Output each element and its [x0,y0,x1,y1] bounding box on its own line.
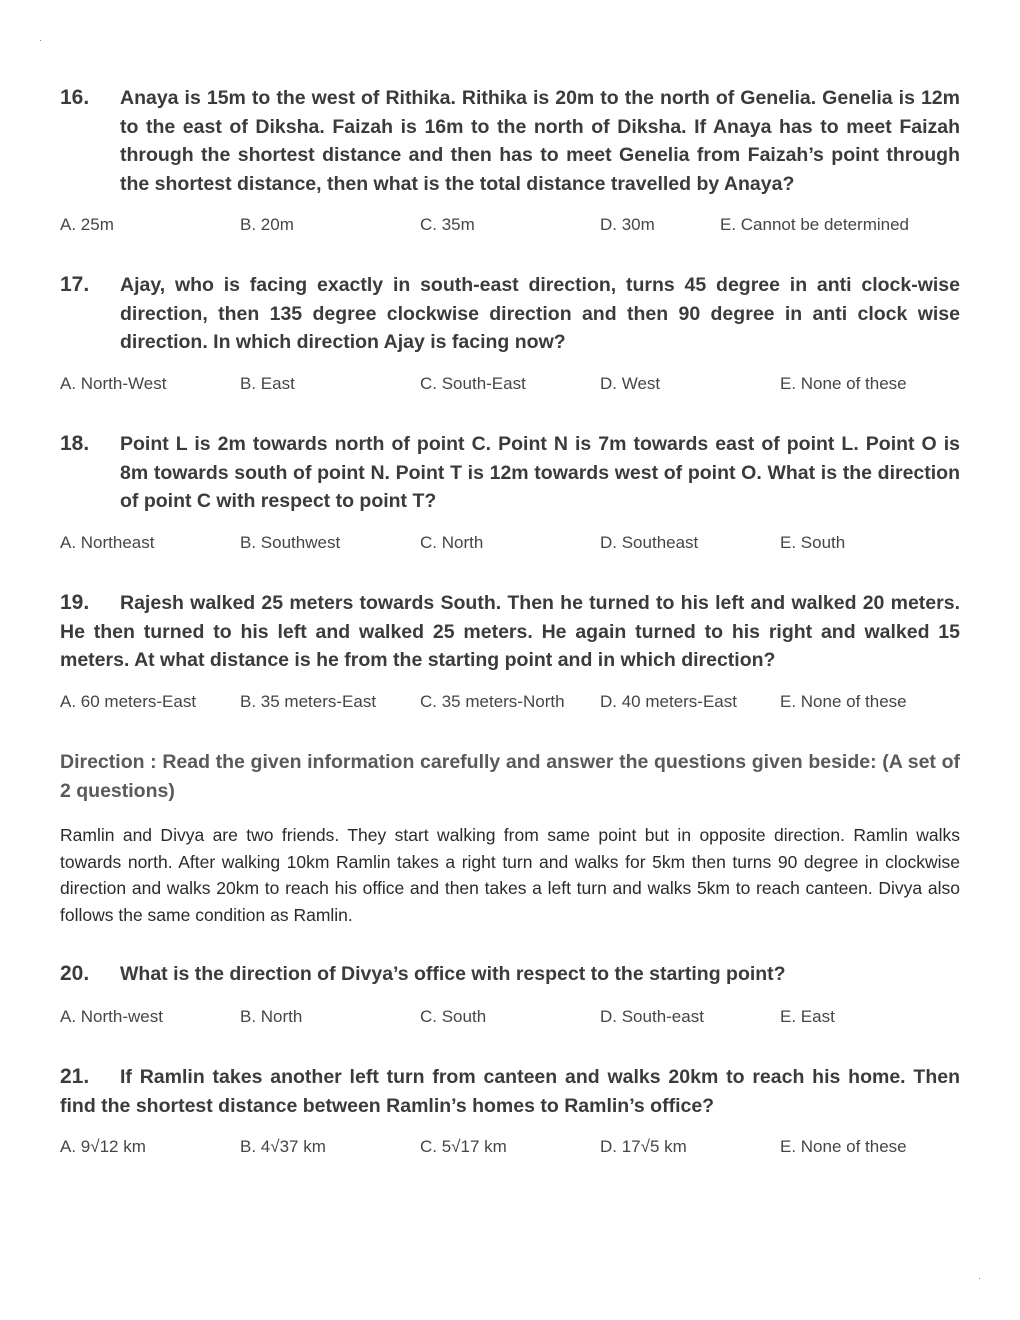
option-c[interactable]: C. 35 meters-North [420,692,565,711]
options-19 [60,692,960,716]
option-c[interactable]: C. South [420,1007,487,1026]
option-c[interactable]: C. North [420,533,484,552]
option-a[interactable]: A. 60 meters-East [60,692,197,711]
option-c[interactable]: C. South-East [420,374,526,393]
question-number: 20. [60,962,90,985]
scan-speck [979,1278,980,1279]
question-text: Point L is 2m towards north of point C. Point N is 7m towards east of point L. Point O is 8m towards south of point N. Point T is 12m towards west of point O. What is the direction of point C with respect to point T? [120,433,960,512]
option-b[interactable]: B. 35 meters-East [240,692,377,711]
options-17 [60,374,960,398]
option-b[interactable]: B. Southwest [240,533,341,552]
direction-heading: Direction : Read the given information carefully and answer the questions given beside: (A set of 2 questions) [60,751,960,802]
question-text: If Ramlin takes another left turn from canteen and walks 20km to reach his home. Then find the shortest distance between Ramlin’s homes to Ramlin’s office? [60,1066,960,1117]
option-d[interactable]: D. 30m [600,215,655,234]
question-number: 17. [60,273,90,296]
options-21 [60,1137,960,1161]
options-18 [60,533,960,557]
option-b[interactable]: B. 20m [240,215,294,234]
option-b[interactable]: B. East [240,374,295,393]
question-text: Rajesh walked 25 meters towards South. Then he turned to his left and walked 20 meters. He then turned to his left and walked 25 meters. He again turned to his right and walked 15 meters. At what distance is he from the starting point and in which direction? [60,592,960,671]
options-16 [60,215,960,239]
option-a[interactable]: A. Northeast [60,533,155,552]
option-a[interactable]: A. 25m [60,215,114,234]
option-a[interactable]: A. North-west [60,1007,163,1026]
question-19 [60,589,960,675]
question-text: Ajay, who is facing exactly in south-east direction, turns 45 degree in anti clock-wise direction, then 135 degree clockwise direction and then 90 degree in anti clock wise direction. In which direction Ajay is facing now? [120,274,960,353]
option-d[interactable]: D. 17√5 km [600,1137,687,1156]
option-e[interactable]: E. None of these [780,374,907,393]
question-text: Anaya is 15m to the west of Rithika. Rithika is 20m to the north of Genelia. Genelia is 12m to the east of Diksha. Faizah is 16m to the north of Diksha. If Anaya has to meet Faizah through the shortest distance and then has to meet Genelia from Faizah’s point through the shortest distance, then what is the total distance travelled by Anaya? [120,87,960,195]
option-c[interactable]: C. 5√17 km [420,1137,507,1156]
option-a[interactable]: A. 9√12 km [60,1137,146,1156]
question-text: What is the direction of Divya’s office with respect to the starting point? [120,963,786,985]
option-c[interactable]: C. 35m [420,215,475,234]
question-number: 16. [60,86,90,109]
option-d[interactable]: D. West [600,374,661,393]
option-d[interactable]: D. 40 meters-East [600,692,737,711]
question-21 [60,1063,960,1120]
option-e[interactable]: E. None of these [780,1137,907,1156]
option-d[interactable]: D. South-east [600,1007,704,1026]
scan-speck [40,40,41,41]
question-20 [60,960,960,989]
option-d[interactable]: D. Southeast [600,533,699,552]
option-e[interactable]: E. East [780,1007,835,1026]
question-number: 18. [60,432,90,455]
option-a[interactable]: A. North-West [60,374,167,393]
question-18 [60,430,960,516]
option-e[interactable]: E. None of these [780,692,907,711]
option-e[interactable]: E. South [780,533,846,552]
question-number: 19. [60,591,90,614]
passage: Ramlin and Divya are two friends. They start walking from same point but in opposite direction. Ramlin walks towards north. After walking 10km Ramlin takes a right turn and walks for 5km then turns 90 degree in clockwise direction and walks 20km to reach his office and then takes a left turn and walks 5km to reach canteen. Divya also follows the same condition as Ramlin. [60,825,960,925]
option-b[interactable]: B. 4√37 km [240,1137,326,1156]
option-b[interactable]: B. North [240,1007,303,1026]
question-number: 21. [60,1065,90,1088]
option-e[interactable]: E. Cannot be determined [720,215,910,234]
question-16 [60,84,960,198]
question-17 [60,271,960,357]
options-20 [60,1007,960,1031]
